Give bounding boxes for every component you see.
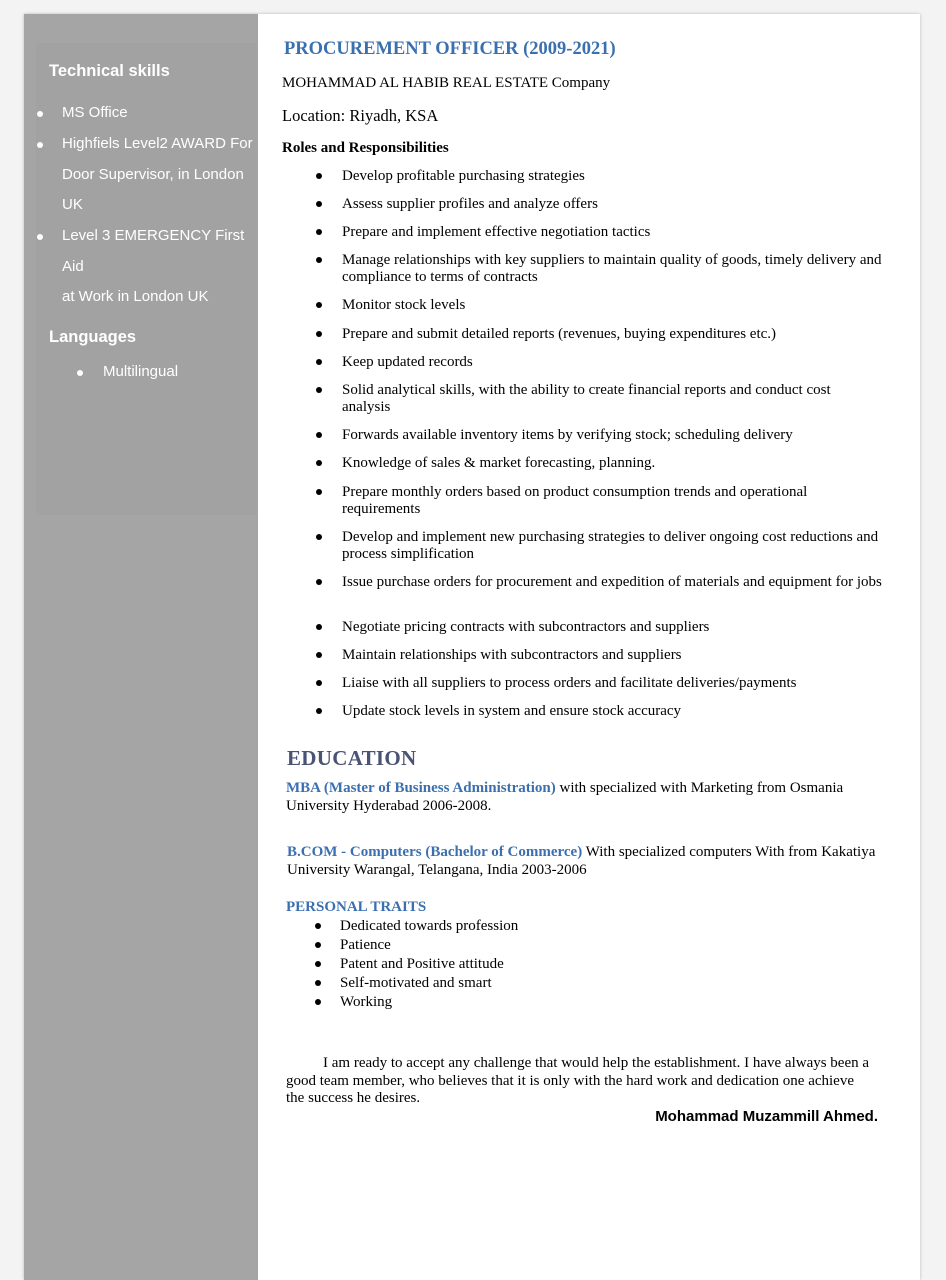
responsibility-item: Manage relationships with key suppliers to maintain quality of goods, timely delivery and compliance to terms of contracts <box>342 252 882 285</box>
bullet-icon <box>316 624 322 630</box>
bullet-icon <box>316 359 322 365</box>
languages-heading: Languages <box>49 328 137 346</box>
education-entry-bcom <box>287 843 887 879</box>
trait-item: Working <box>340 994 393 1010</box>
job-title: PROCUREMENT OFFICER (2009-2021) <box>284 39 616 59</box>
responsibility-item: Forwards available inventory items by verifying stock; scheduling delivery <box>342 427 793 443</box>
bullet-icon <box>316 708 322 714</box>
bullet-icon <box>316 302 322 308</box>
responsibility-item: Keep updated records <box>342 354 473 370</box>
responsibility-item: Prepare monthly orders based on product consumption trends and operational requirements <box>342 484 808 517</box>
bullet-icon <box>316 579 322 585</box>
responsibility-item: Update stock levels in system and ensure stock accuracy <box>342 703 682 719</box>
bullet-icon <box>315 942 321 948</box>
trait-item: Patent and Positive attitude <box>340 956 504 972</box>
responsibility-item: Negotiate pricing contracts with subcontractors and suppliers <box>342 619 710 635</box>
bullet-icon <box>315 961 321 967</box>
responsibility-item: Liaise with all suppliers to process orders and facilitate deliveries/payments <box>342 675 797 691</box>
education-entry-mba <box>286 779 886 815</box>
bullet-icon <box>37 142 43 148</box>
responsibility-item: Monitor stock levels <box>342 297 466 313</box>
personal-traits-heading: PERSONAL TRAITS <box>286 899 427 915</box>
bullet-icon <box>316 331 322 337</box>
bullet-icon <box>316 680 322 686</box>
responsibility-item: Prepare and implement effective negotiation tactics <box>342 224 651 240</box>
bullet-icon <box>315 923 321 929</box>
bullet-icon <box>316 229 322 235</box>
skill-item: Highfiels Level2 AWARD For Door Supervisor, in London UK <box>62 135 253 213</box>
trait-item: Self-motivated and smart <box>340 975 492 991</box>
bullet-icon <box>316 460 322 466</box>
company-name: MOHAMMAD AL HABIB REAL ESTATE Company <box>282 75 611 91</box>
sidebar <box>24 14 258 1280</box>
bullet-icon <box>316 652 322 658</box>
bullet-icon <box>316 489 322 495</box>
bullet-icon <box>316 387 322 393</box>
responsibility-item: Prepare and submit detailed reports (revenues, buying expenditures etc.) <box>342 326 777 342</box>
education-heading: EDUCATION <box>287 746 417 770</box>
trait-item: Dedicated towards profession <box>340 918 519 934</box>
bullet-icon <box>316 257 322 263</box>
signature: Mohammad Muzammill Ahmed. <box>655 1108 878 1125</box>
bullet-icon <box>315 999 321 1005</box>
main-content <box>258 14 920 1280</box>
bullet-icon <box>316 201 322 207</box>
closing-statement: I am ready to accept any challenge that would help the establishment. I have always been a good team member, who believes that it is only with the hard work and dedication one achieve the success he desires. <box>286 1055 870 1106</box>
responsibility-item: Assess supplier profiles and analyze offers <box>342 196 598 212</box>
resume-page <box>24 14 920 1280</box>
technical-skills-heading: Technical skills <box>49 62 170 80</box>
bullet-icon <box>37 111 43 117</box>
degree-detail: with specialized with Marketing from Osmania University Hyderabad 2006-2008. <box>286 780 844 814</box>
responsibility-item: Develop profitable purchasing strategies <box>342 168 585 184</box>
language-item: Multilingual <box>103 363 179 380</box>
degree-title: B.COM - Computers (Bachelor of Commerce) <box>287 844 583 860</box>
responsibility-item: Maintain relationships with subcontractors and suppliers <box>342 647 682 663</box>
bullet-icon <box>315 980 321 986</box>
job-location: Location: Riyadh, KSA <box>282 106 439 125</box>
degree-detail: With specialized computers With from Kakatiya University Warangal, Telangana, India 2003-2006 <box>287 844 876 878</box>
bullet-icon <box>316 173 322 179</box>
skill-item: Level 3 EMERGENCY First Aid at Work in London UK <box>62 227 245 305</box>
responsibility-item: Issue purchase orders for procurement and expedition of materials and equipment for jobs <box>342 574 882 590</box>
bullet-icon <box>316 534 322 540</box>
skill-item: MS Office <box>62 104 128 121</box>
responsibility-item: Solid analytical skills, with the ability to create financial reports and conduct cost analysis <box>342 382 831 415</box>
roles-heading: Roles and Responsibilities <box>282 140 449 156</box>
bullet-icon <box>316 432 322 438</box>
trait-item: Patience <box>340 937 391 953</box>
responsibility-item: Knowledge of sales & market forecasting, planning. <box>342 455 656 471</box>
degree-title: MBA (Master of Business Administration) <box>286 780 556 796</box>
responsibility-item: Develop and implement new purchasing strategies to deliver ongoing cost reductions and process simplification <box>342 529 879 562</box>
bullet-icon <box>77 370 83 376</box>
bullet-icon <box>37 234 43 240</box>
